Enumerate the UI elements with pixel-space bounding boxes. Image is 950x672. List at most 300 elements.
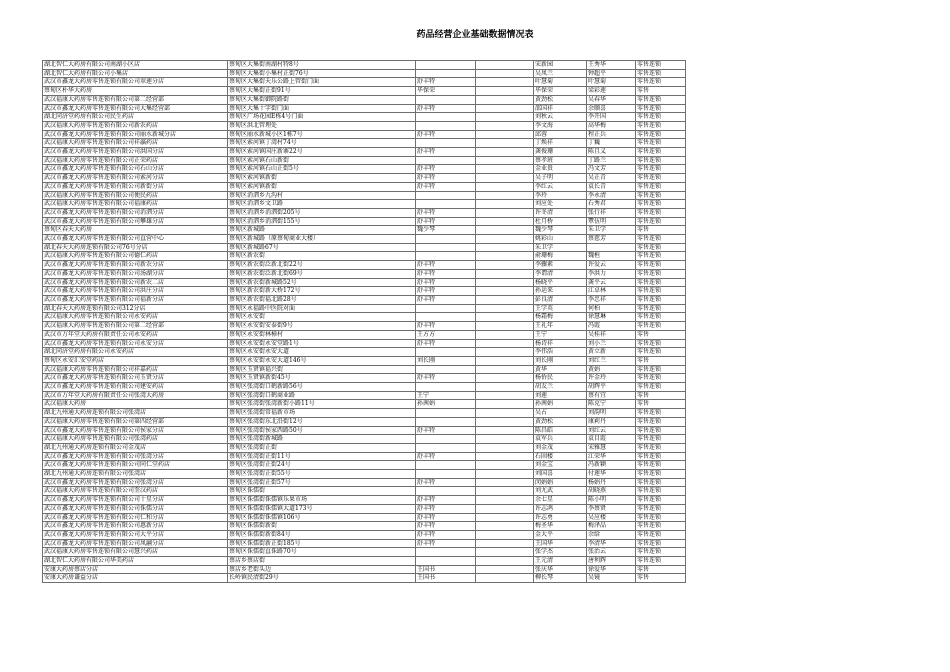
address-cell: 蔡甸区张湾街正街11号 — [228, 452, 416, 461]
enterprise-name-cell: 武汉市鑫龙大药房零售连锁有限公司福新分店 — [43, 295, 228, 304]
enterprise-name-cell: 湖北同济堂药房有限公司民生药店 — [43, 113, 228, 122]
table-row — [43, 356, 686, 365]
business-type-cell: 零售连锁 — [636, 322, 686, 331]
legal-person-cell: 舒丰特 — [416, 426, 476, 435]
legal-person-cell — [416, 313, 476, 322]
quality-manager-cell: 邵国祥 — [534, 104, 587, 113]
principal-cell — [476, 330, 534, 339]
principal-cell — [476, 322, 534, 331]
legal-person-cell — [416, 139, 476, 148]
quality-manager-cell: 杨霜梅 — [534, 313, 587, 322]
legal-person-cell — [416, 243, 476, 252]
quality-manager-cell: 朱卫学 — [534, 243, 587, 252]
quality-manager-cell: 彭良清 — [534, 295, 587, 304]
enterprise-name-cell: 武汉福康大药房零售连锁有限公司便民药店 — [43, 191, 228, 200]
legal-person-cell — [416, 235, 476, 244]
business-type-cell: 零售连锁 — [636, 287, 686, 296]
quality-manager-cell: 金大平 — [534, 530, 587, 539]
enterprise-name-cell: 武汉福康大药房零售连锁有限公司第二经营部 — [43, 95, 228, 104]
enterprise-name-cell: 湖北智仁大药房有限公司华美药店 — [43, 557, 228, 566]
legal-person-cell — [416, 461, 476, 470]
address-cell: 蔡甸区张湾街口鹤新路56号 — [228, 383, 416, 392]
principal-cell — [476, 165, 534, 174]
address-cell: 长岭镇民清街29号 — [228, 574, 416, 583]
legal-person-cell: 舒丰特 — [416, 104, 476, 113]
principal-cell — [476, 452, 534, 461]
enterprise-name-cell: 武汉市鑫龙大药房零售连锁有限公司建安药店 — [43, 383, 228, 392]
table-row — [43, 87, 686, 96]
legal-person-cell: 舒丰特 — [416, 287, 476, 296]
business-type-cell: 零售连锁 — [636, 104, 686, 113]
table-row — [43, 104, 686, 113]
pharmacist-cell: 叶慧菊 — [587, 78, 636, 87]
pharmacist-cell: 袁目霞 — [587, 435, 636, 444]
address-cell: 蔡甸区索河镇石山正街5号 — [228, 165, 416, 174]
address-cell: 蔡甸区新农街新城路52号 — [228, 278, 416, 287]
quality-manager-cell: 柳长琴 — [534, 574, 587, 583]
quality-manager-cell: 叶慧菊 — [534, 78, 587, 87]
table-row — [43, 391, 686, 400]
table-row — [43, 400, 686, 409]
address-cell: 蔡甸区张湾街新城路 — [228, 435, 416, 444]
legal-person-cell — [416, 191, 476, 200]
quality-manager-cell: 刘莲 — [534, 391, 587, 400]
legal-person-cell — [416, 113, 476, 122]
quality-manager-cell: 许冬清 — [534, 208, 587, 217]
quality-manager-cell: 吴子明 — [534, 174, 587, 183]
enterprise-name-cell: 武汉市鑫龙大药房零售连锁有限公司大平分店 — [43, 530, 228, 539]
table-row — [43, 191, 686, 200]
principal-cell — [476, 278, 534, 287]
enterprise-name-cell: 武汉福康大药房零售连锁有限公司第四经营部 — [43, 417, 228, 426]
address-cell: 蔡甸区消泗乡消泗街205号 — [228, 208, 416, 217]
pharmacist-cell: 梅泽品 — [587, 522, 636, 531]
address-cell: 蔡甸区张湾街常福新市场 — [228, 409, 416, 418]
quality-manager-cell: 陈昌皓 — [534, 426, 587, 435]
principal-cell — [476, 365, 534, 374]
business-type-cell: 零售连锁 — [636, 208, 686, 217]
table-row — [43, 235, 686, 244]
business-type-cell: 零售连锁 — [636, 113, 686, 122]
quality-manager-cell: 王学英 — [534, 304, 587, 313]
pharmacist-cell: 陈克宁 — [587, 400, 636, 409]
address-cell: 蔡甸区张湾街张湾新街小路11号 — [228, 400, 416, 409]
address-cell: 蔡甸区新农街泛新北街22号 — [228, 261, 416, 270]
business-type-cell: 零售连锁 — [636, 557, 686, 566]
pharmacist-cell: 刘红云 — [587, 426, 636, 435]
pharmacist-cell: 康莉丹 — [587, 417, 636, 426]
enterprise-name-cell: 蔡甸区永安汇安堂药店 — [43, 356, 228, 365]
enterprise-name-cell: 武汉福康大药房零售连锁有限公司祥瀛药店 — [43, 139, 228, 148]
enterprise-name-cell: 武汉市鑫龙大药房零售连锁有限公司新农分店 — [43, 261, 228, 270]
legal-person-cell: 魏少琴 — [416, 226, 476, 235]
enterprise-name-cell: 湖北智仁大药房有限公司南湖小区店 — [43, 61, 228, 70]
pharmacist-cell: 蔡慈芳 — [587, 235, 636, 244]
enterprise-name-cell: 湖北九州通大药房连锁有限公司金茂店 — [43, 443, 228, 452]
pharmacist-cell: 冯文芳 — [587, 165, 636, 174]
enterprise-name-cell: 武汉市鑫龙大药房零售连锁有限公司侏儒分店 — [43, 504, 228, 513]
enterprise-name-cell: 湖北九州通大药房连锁有限公司张湾店 — [43, 409, 228, 418]
pharmacist-cell: 杨娟丹 — [587, 478, 636, 487]
table-row — [43, 374, 686, 383]
table-row — [43, 504, 686, 513]
legal-person-cell: 刘长刚 — [416, 356, 476, 365]
pharmacist-cell: 余给 — [587, 530, 636, 539]
quality-manager-cell: 闵娟娟 — [534, 478, 587, 487]
address-cell: 蔡甸区新城路（原蔡甸商业大楼） — [228, 235, 416, 244]
principal-cell — [476, 478, 534, 487]
table-row — [43, 530, 686, 539]
business-type-cell: 零售连锁 — [636, 513, 686, 522]
enterprise-name-cell: 武汉市鑫龙大药房零售连锁有限公司玉贤分店 — [43, 374, 228, 383]
business-type-cell: 零售连锁 — [636, 339, 686, 348]
address-cell: 蔡甸区玉贤镇福兴街 — [228, 365, 416, 374]
pharmacist-cell: 黄立新 — [587, 348, 636, 357]
legal-person-cell — [416, 557, 476, 566]
quality-manager-cell: 石固楼 — [534, 452, 587, 461]
pharmacist-cell: 付莲华 — [587, 470, 636, 479]
legal-person-cell: 舒丰特 — [416, 165, 476, 174]
quality-manager-cell: 黄劲松 — [534, 417, 587, 426]
business-type-cell: 零售连锁 — [636, 235, 686, 244]
address-cell: 蔡甸区张湾街正街57号 — [228, 478, 416, 487]
pharmacist-cell: 吴正青 — [587, 174, 636, 183]
quality-manager-cell: 许志鸿 — [534, 504, 587, 513]
pharmacist-cell: 李忠祥 — [587, 295, 636, 304]
address-cell: 蔡甸区张湾街口鹤商业路 — [228, 391, 416, 400]
legal-person-cell — [416, 252, 476, 261]
legal-person-cell — [416, 487, 476, 496]
principal-cell — [476, 200, 534, 209]
business-type-cell: 零售连锁 — [636, 417, 686, 426]
table-row — [43, 148, 686, 157]
legal-person-cell: 王国书 — [416, 565, 476, 574]
address-cell: 蔡店乡老街头边 — [228, 565, 416, 574]
quality-manager-cell: 张学杰 — [534, 548, 587, 557]
table-row — [43, 208, 686, 217]
table-row — [43, 295, 686, 304]
quality-manager-cell: 许志勇 — [534, 513, 587, 522]
legal-person-cell: 舒丰特 — [416, 322, 476, 331]
legal-person-cell — [416, 383, 476, 392]
pharmacist-cell: 唐利辉 — [587, 557, 636, 566]
pharmacist-cell: 钟超平 — [587, 69, 636, 78]
quality-manager-cell: 李谓清 — [534, 269, 587, 278]
enterprise-name-cell: 湖北春天大药房连锁有限公司76号分店 — [43, 243, 228, 252]
principal-cell — [476, 287, 534, 296]
business-type-cell: 零售连锁 — [636, 148, 686, 157]
business-type-cell: 零售连锁 — [636, 496, 686, 505]
business-type-cell: 零售连锁 — [636, 165, 686, 174]
table-row — [43, 217, 686, 226]
address-cell: 蔡甸区张湾街侯家西路50号 — [228, 426, 416, 435]
address-cell: 蔡甸区张湾街正街55号 — [228, 470, 416, 479]
address-cell: 蔡甸区侏儒街侏儒镇106号 — [228, 513, 416, 522]
table-row — [43, 478, 686, 487]
quality-manager-cell: 刘秋云 — [534, 113, 587, 122]
enterprise-name-cell: 武汉市鑫龙大药房零售连锁有限公司仁和分店 — [43, 513, 228, 522]
quality-manager-cell: 黄华 — [534, 365, 587, 374]
enterprise-name-cell: 安康大药房谦益分店 — [43, 574, 228, 583]
enterprise-name-cell: 武汉市鑫龙大药房零售连锁有限公司消泗分店 — [43, 208, 228, 217]
quality-manager-cell: 俞珊梅 — [534, 252, 587, 261]
table-row — [43, 322, 686, 331]
quality-manager-cell: 吴凤兰 — [534, 69, 587, 78]
address-cell: 蔡甸区玉贤镇新街45号 — [228, 374, 416, 383]
table-row — [43, 304, 686, 313]
legal-person-cell — [416, 304, 476, 313]
address-cell: 蔡甸区消泗乡九沟村 — [228, 191, 416, 200]
pharmacist-cell: 黄娟 — [587, 365, 636, 374]
principal-cell — [476, 383, 534, 392]
legal-person-cell: 舒丰特 — [416, 504, 476, 513]
quality-manager-cell: 丁焕祥 — [534, 139, 587, 148]
quality-manager-cell: 王宁 — [534, 330, 587, 339]
pharmacist-cell — [587, 243, 636, 252]
legal-person-cell — [416, 348, 476, 357]
legal-person-cell: 舒丰特 — [416, 261, 476, 270]
principal-cell — [476, 61, 534, 70]
business-type-cell: 零售连锁 — [636, 539, 686, 548]
address-cell: 蔡甸区永安街安泰街9号 — [228, 322, 416, 331]
enterprise-name-cell: 武汉市鑫龙大药房零售连锁有限公司攀雄分店 — [43, 217, 228, 226]
principal-cell — [476, 539, 534, 548]
business-type-cell: 零售连锁 — [636, 61, 686, 70]
table-row — [43, 470, 686, 479]
business-type-cell: 零售连锁 — [636, 295, 686, 304]
enterprise-name-cell: 武汉福康大药房零售连锁有限公司德仁药店 — [43, 252, 228, 261]
principal-cell — [476, 295, 534, 304]
pharmacist-cell: 江荣华 — [587, 452, 636, 461]
legal-person-cell: 舒丰特 — [416, 530, 476, 539]
address-cell: 蔡甸区索河镇国庄新寨22号 — [228, 148, 416, 157]
legal-person-cell: 舒丰特 — [416, 539, 476, 548]
table-row — [43, 78, 686, 87]
pharmacist-cell: 刘小兰 — [587, 339, 636, 348]
principal-cell — [476, 548, 534, 557]
quality-manager-cell: 李伟浩 — [534, 348, 587, 357]
principal-cell — [476, 574, 534, 583]
quality-manager-cell: 王国华 — [534, 539, 587, 548]
business-type-cell: 零售连锁 — [636, 504, 686, 513]
quality-manager-cell: 龚俊珊 — [534, 148, 587, 157]
legal-person-cell — [416, 409, 476, 418]
table-row — [43, 452, 686, 461]
business-type-cell: 零售连锁 — [636, 365, 686, 374]
enterprise-name-cell: 武汉福康大药房零售连锁有限公司慧兴药店 — [43, 548, 228, 557]
enterprise-name-cell: 武汉市鑫龙大药房零售连锁有限公司丽水新城分店 — [43, 130, 228, 139]
address-cell: 蔡甸区新农街泛新北街69号 — [228, 269, 416, 278]
legal-person-cell: 舒丰特 — [416, 217, 476, 226]
table-row — [43, 426, 686, 435]
table-row — [43, 69, 686, 78]
table-row — [43, 243, 686, 252]
principal-cell — [476, 261, 534, 270]
enterprise-name-cell: 蔡甸区春天大药房 — [43, 226, 228, 235]
enterprise-name-cell: 武汉福康大药房零售连锁有限公司奎汉药店 — [43, 487, 228, 496]
table-row — [43, 548, 686, 557]
business-type-cell: 零售连锁 — [636, 304, 686, 313]
address-cell: 蔡甸区广场花园E栋4号门面 — [228, 113, 416, 122]
business-type-cell: 零售连锁 — [636, 278, 686, 287]
table-row — [43, 61, 686, 70]
enterprise-name-cell: 武汉市鑫龙大药房零售连锁有限公司洪国分店 — [43, 148, 228, 157]
pharmacist-cell: 吴镜 — [587, 574, 636, 583]
legal-person-cell: 舒丰特 — [416, 496, 476, 505]
business-type-cell: 零售连锁 — [636, 95, 686, 104]
legal-person-cell — [416, 417, 476, 426]
address-cell: 蔡甸区新城路67号 — [228, 243, 416, 252]
pharmacist-cell: 朱卫学 — [587, 226, 636, 235]
quality-manager-cell: 吴占 — [534, 409, 587, 418]
principal-cell — [476, 504, 534, 513]
business-type-cell: 零售连锁 — [636, 487, 686, 496]
business-type-cell: 零售连锁 — [636, 217, 686, 226]
enterprise-name-cell: 武汉市鑫龙大药房零售连锁有限公司同仁堂药店 — [43, 461, 228, 470]
table-row — [43, 339, 686, 348]
business-type-cell: 零售连锁 — [636, 426, 686, 435]
address-cell: 蔡甸区永安街永安大道146号 — [228, 356, 416, 365]
address-cell: 蔡甸区索河镇丁湾村74号 — [228, 139, 416, 148]
table-row — [43, 182, 686, 191]
pharmacist-cell: 何柏 — [587, 304, 636, 313]
business-type-cell: 零售连锁 — [636, 470, 686, 479]
enterprise-name-cell: 武汉市鑫龙大药房零售连锁有限公司大集经营部 — [43, 104, 228, 113]
principal-cell — [476, 156, 534, 165]
principal-cell — [476, 148, 534, 157]
principal-cell — [476, 435, 534, 444]
legal-person-cell — [416, 95, 476, 104]
principal-cell — [476, 269, 534, 278]
business-type-cell: 零售连锁 — [636, 269, 686, 278]
pharmacist-cell: 李洪力 — [587, 269, 636, 278]
table-row — [43, 539, 686, 548]
enterprise-name-cell: 武汉福康大药房零售连锁有限公司祥嘉药店 — [43, 365, 228, 374]
enterprise-name-cell: 武汉福康大药房零售连锁有限公司新农药店 — [43, 121, 228, 130]
quality-manager-cell: 杨侨民 — [534, 374, 587, 383]
table-row — [43, 383, 686, 392]
legal-person-cell: 舒丰特 — [416, 148, 476, 157]
business-type-cell: 零售连锁 — [636, 452, 686, 461]
table-row — [43, 574, 686, 583]
pharmacist-cell: 江卓林 — [587, 287, 636, 296]
address-cell: 蔡甸区永安街林樟村 — [228, 330, 416, 339]
principal-cell — [476, 356, 534, 365]
table-row — [43, 156, 686, 165]
quality-manager-cell: 毕保荣 — [534, 87, 587, 96]
principal-cell — [476, 400, 534, 409]
business-type-cell: 零售连锁 — [636, 409, 686, 418]
business-type-cell: 零售连锁 — [636, 261, 686, 270]
enterprise-name-cell: 安康大药房蔡店分店 — [43, 565, 228, 574]
pharmacist-cell: 许金玲 — [587, 374, 636, 383]
principal-cell — [476, 426, 534, 435]
quality-manager-cell: 蔡孝班 — [534, 156, 587, 165]
address-cell: 蔡甸区张湾街东北沿街12号 — [228, 417, 416, 426]
business-type-cell: 零售连锁 — [636, 252, 686, 261]
table-row — [43, 174, 686, 183]
pharmacist-cell: 丁巍 — [587, 139, 636, 148]
address-cell: 蔡甸区索河镇新街 — [228, 182, 416, 191]
table-row — [43, 287, 686, 296]
address-cell: 蔡甸区消泗乡文卫路 — [228, 200, 416, 209]
legal-person-cell: 舒丰特 — [416, 278, 476, 287]
principal-cell — [476, 461, 534, 470]
pharmacist-cell: 李清华 — [587, 539, 636, 548]
quality-manager-cell: 梅圣华 — [534, 522, 587, 531]
business-type-cell: 零售 — [636, 574, 686, 583]
legal-person-cell — [416, 121, 476, 130]
principal-cell — [476, 174, 534, 183]
table-row — [43, 330, 686, 339]
table-row — [43, 557, 686, 566]
pharmacist-cell: 胡晓燕 — [587, 487, 636, 496]
legal-person-cell: 舒丰特 — [416, 452, 476, 461]
business-type-cell: 零售连锁 — [636, 478, 686, 487]
enterprise-name-cell: 武汉市鑫龙大药房零售连锁有限公司石山分店 — [43, 165, 228, 174]
quality-manager-cell: 杨晓平 — [534, 278, 587, 287]
quality-manager-cell: 杨诗祥 — [534, 339, 587, 348]
address-cell: 蔡甸区侏儒街侏儒镇大道173号 — [228, 504, 416, 513]
enterprise-name-cell: 武汉市鑫龙大药房零售连锁有限公司新农二店 — [43, 278, 228, 287]
address-cell: 蔡甸区侏儒街 — [228, 487, 416, 496]
legal-person-cell — [416, 470, 476, 479]
legal-person-cell — [416, 200, 476, 209]
table-row — [43, 269, 686, 278]
principal-cell — [476, 557, 534, 566]
principal-cell — [476, 121, 534, 130]
table-row — [43, 252, 686, 261]
principal-cell — [476, 513, 534, 522]
business-type-cell: 零售连锁 — [636, 191, 686, 200]
table-row — [43, 165, 686, 174]
address-cell: 蔡甸区索河镇石山新街 — [228, 156, 416, 165]
legal-person-cell: 舒丰特 — [416, 182, 476, 191]
pharmacist-cell: 袁长青 — [587, 182, 636, 191]
address-cell: 蔡甸区侏儒街新街84号 — [228, 530, 416, 539]
quality-manager-cell: 袁军兵 — [534, 435, 587, 444]
pharmacist-cell: 王秀华 — [587, 61, 636, 70]
principal-cell — [476, 226, 534, 235]
enterprise-name-cell: 武汉市鑫龙大药房零售连锁有限公司新街分店 — [43, 182, 228, 191]
page-title: 药品经营企业基础数据情况表 — [416, 30, 534, 40]
business-type-cell: 零售连锁 — [636, 461, 686, 470]
business-type-cell: 零售 — [636, 226, 686, 235]
address-cell: 蔡甸区侏儒街直侏路70号 — [228, 548, 416, 557]
business-type-cell: 零售连锁 — [636, 443, 686, 452]
pharmacist-cell: 高华梅 — [587, 121, 636, 130]
address-cell: 蔡甸区永福路中医院对面 — [228, 304, 416, 313]
legal-person-cell: 孙茜娟 — [416, 400, 476, 409]
principal-cell — [476, 69, 534, 78]
pharmacist-cell: 李开国 — [587, 113, 636, 122]
legal-person-cell — [416, 548, 476, 557]
legal-person-cell — [416, 365, 476, 374]
address-cell: 蔡甸区侏儒街新正街185号 — [228, 539, 416, 548]
address-cell: 蔡甸区丽水新城小区1栋7号 — [228, 130, 416, 139]
pharmacist-cell: 吴应楼 — [587, 513, 636, 522]
pharmacist-cell: 梁彩莲 — [587, 87, 636, 96]
legal-person-cell — [416, 69, 476, 78]
quality-manager-cell: 刘应处 — [534, 200, 587, 209]
legal-person-cell: 舒丰特 — [416, 295, 476, 304]
address-cell: 蔡甸区新农街福北路28号 — [228, 295, 416, 304]
principal-cell — [476, 443, 534, 452]
quality-manager-cell: 李文海 — [534, 121, 587, 130]
address-cell: 蔡甸区侏儒街新街 — [228, 522, 416, 531]
pharmacist-cell: 李永清 — [587, 191, 636, 200]
enterprise-name-cell: 武汉福康大药房 — [43, 400, 228, 409]
